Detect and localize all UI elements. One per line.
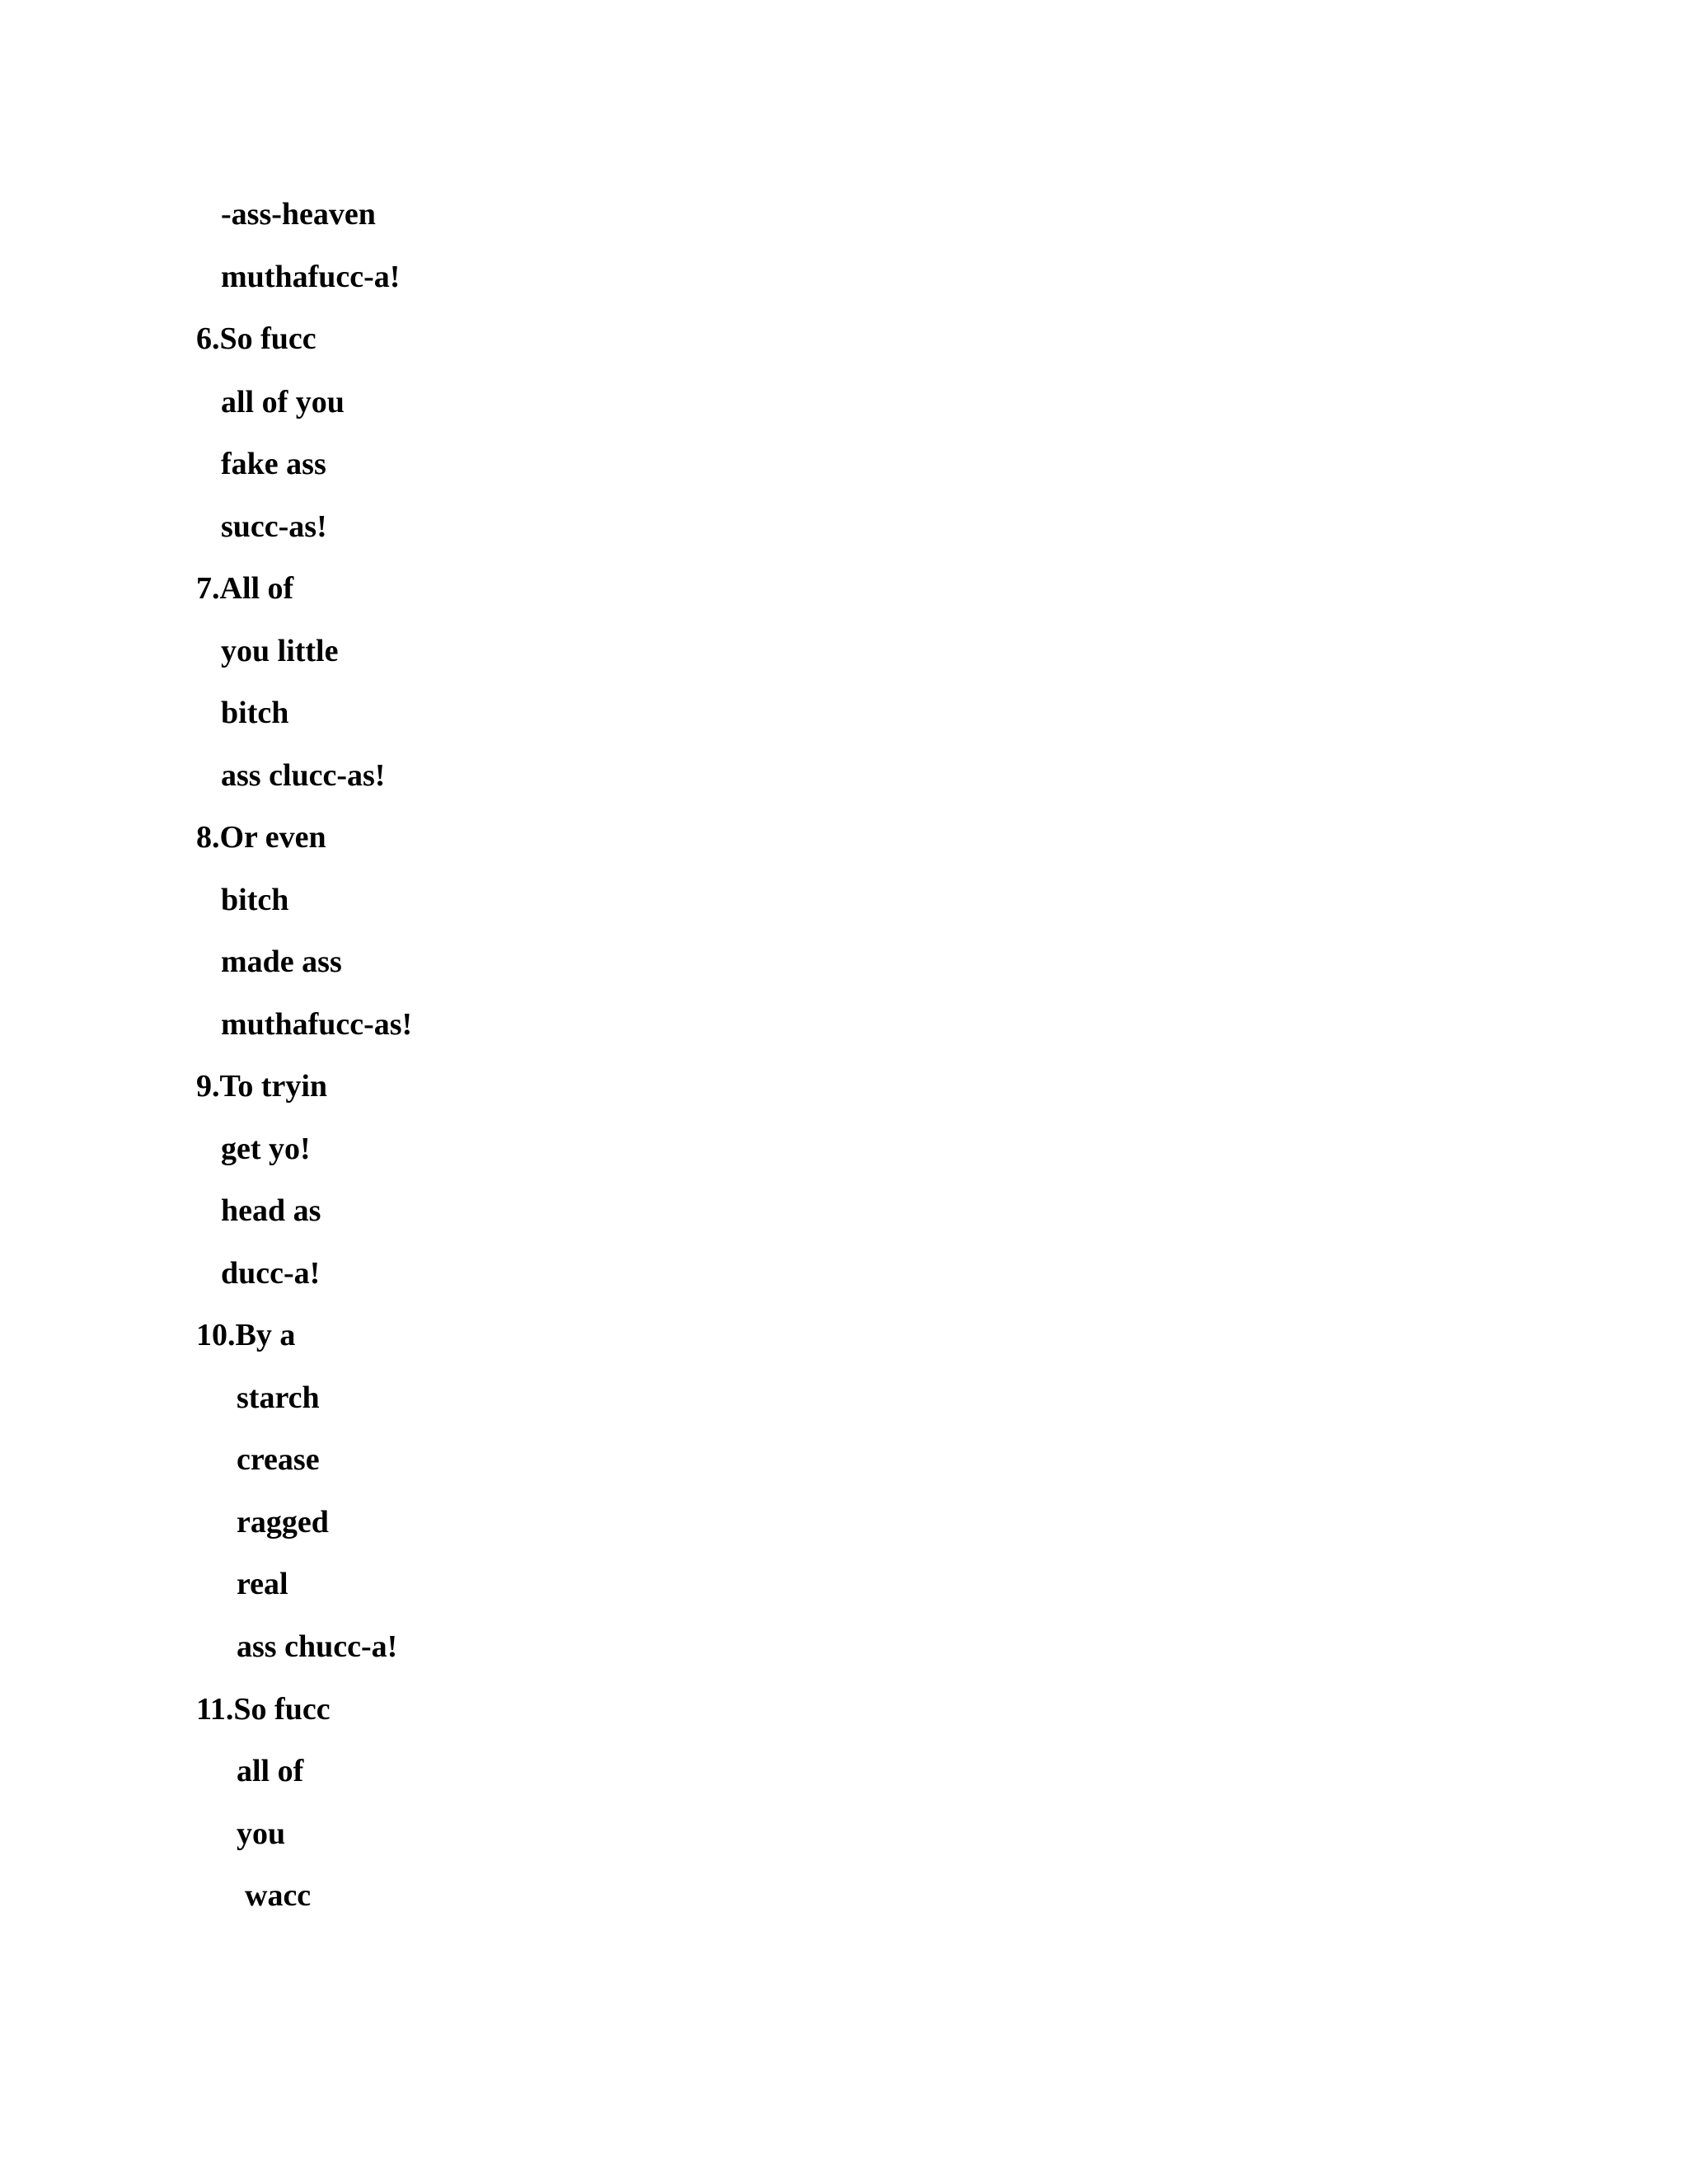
text-line: you little <box>221 634 339 668</box>
text-line: all of you <box>221 385 345 419</box>
text-line: muthafucc-as! <box>221 1007 413 1042</box>
text-line: ragged <box>237 1505 329 1540</box>
text-line: 7.All of <box>196 571 294 606</box>
text-line: 6.So fucc <box>196 321 316 356</box>
text-line: fake ass <box>221 447 326 481</box>
text-line: ass clucc-as! <box>221 758 386 793</box>
text-line: wacc <box>245 1878 312 1913</box>
text-line: all of <box>237 1754 304 1788</box>
text-line: succ-as! <box>221 509 327 544</box>
text-line: bitch <box>221 883 289 917</box>
text-line: 8.Or even <box>196 820 326 855</box>
text-line: 9.To tryin <box>196 1069 328 1104</box>
text-line: made ass <box>221 944 342 979</box>
text-line: head as <box>221 1193 321 1228</box>
text-line: ass chucc-a! <box>237 1629 398 1664</box>
text-line: crease <box>237 1442 320 1477</box>
text-line: starch <box>237 1380 320 1415</box>
text-line: 10.By a <box>196 1318 296 1352</box>
text-line: you <box>237 1816 286 1851</box>
text-line: muthafucc-a! <box>221 260 401 294</box>
text-line: 11.So fucc <box>196 1692 331 1727</box>
text-line: real <box>237 1567 288 1601</box>
text-line: get yo! <box>221 1132 311 1166</box>
text-line: -ass-heaven <box>221 197 376 232</box>
text-line: bitch <box>221 696 289 730</box>
text-line: ducc-a! <box>221 1256 321 1291</box>
